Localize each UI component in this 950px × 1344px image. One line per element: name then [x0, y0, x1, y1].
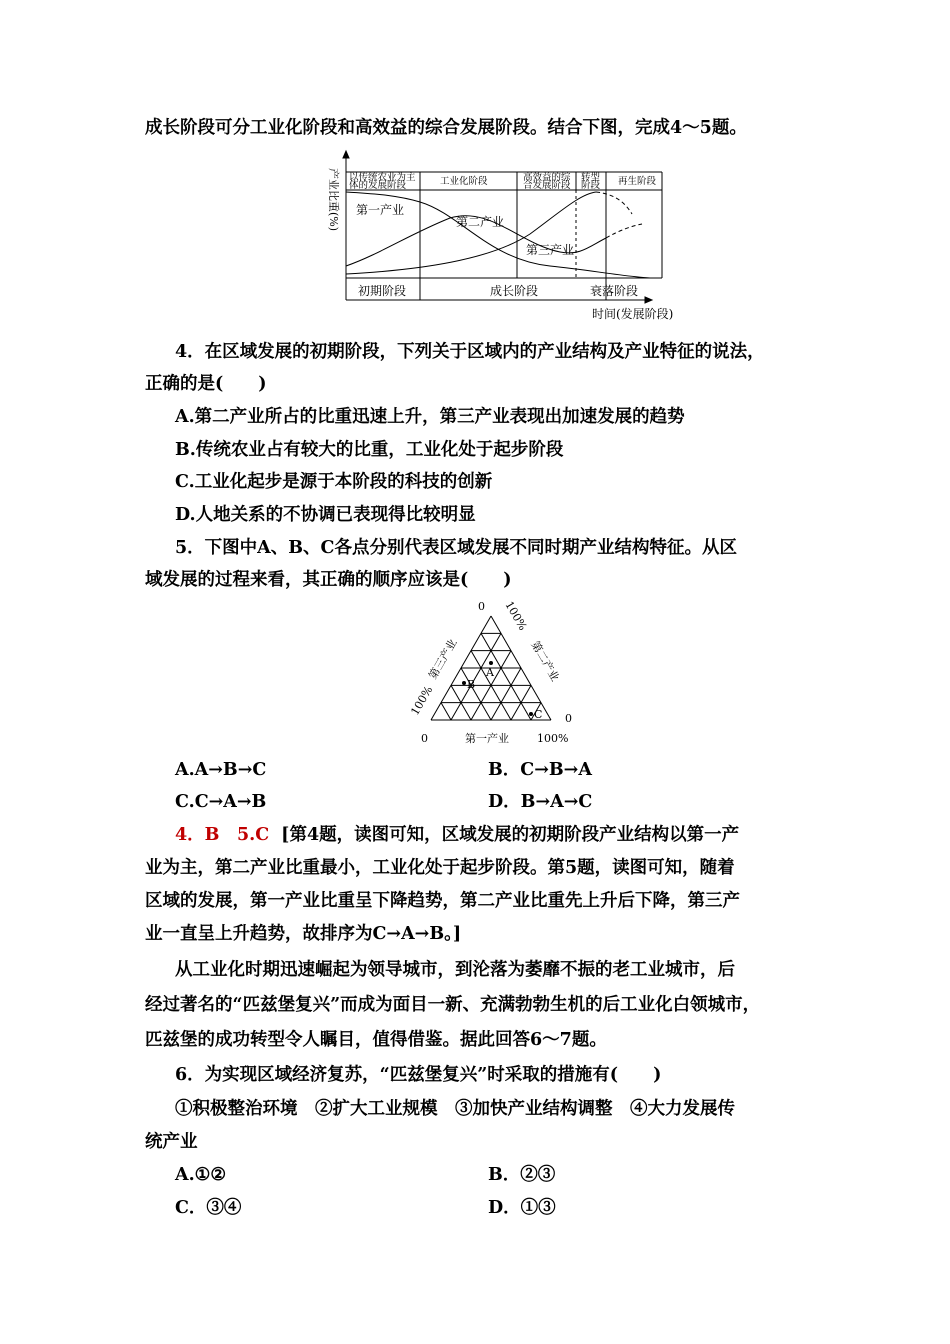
passage-line-2: 经过著名的“匹兹堡复兴”而成为面目一新、充满勃勃生机的后工业化白领城市， [145, 995, 761, 1015]
svg-text:高效益的综: 高效益的综 [523, 172, 571, 183]
q5-option-c[interactable]: C.C→A→B [175, 792, 267, 812]
point-c [529, 712, 533, 716]
svg-text:再生阶段: 再生阶段 [618, 176, 657, 187]
svg-text:阶段: 阶段 [581, 180, 601, 191]
q5-stem-2: 域发展的过程来看，其正确的顺序应该是( ) [145, 570, 512, 590]
svg-text:工业化阶段: 工业化阶段 [440, 176, 488, 187]
q4-stem-2: 正确的是( ) [145, 374, 267, 394]
answer-line-3: 区域的发展，第一产业比重呈下降趋势，第二产业比重先上升后下降，第三产 [145, 891, 740, 911]
svg-text:C: C [534, 708, 543, 721]
secondary-industry-dashed [606, 224, 642, 238]
svg-text:转型: 转型 [581, 172, 601, 183]
svg-text:100%: 100% [537, 732, 569, 745]
q4-option-b[interactable]: B.传统农业占有较大的比重，工业化处于起步阶段 [175, 440, 564, 460]
answer-key: 4．B 5.C [175, 825, 270, 845]
answer-line-4: 业一直呈上升趋势，故排序为C→A→B。] [145, 924, 462, 944]
q4-option-d[interactable]: D.人地关系的不协调已表现得比较明显 [175, 505, 476, 525]
svg-text:100%: 100% [502, 599, 530, 633]
intro-text: 成长阶段可分工业化阶段和高效益的综合发展阶段。结合下图，完成4～5题。 [145, 118, 747, 138]
q6-option-a[interactable]: A.①② [175, 1165, 227, 1185]
point-b [462, 681, 466, 685]
svg-text:产业比重(%): 产业比重(%) [327, 168, 340, 232]
q6-option-b[interactable]: B．②③ [488, 1165, 556, 1185]
q4-option-a[interactable]: A.第二产业所占的比重迅速上升，第三产业表现出加速发展的趋势 [175, 407, 685, 427]
svg-text:时间(发展阶段): 时间(发展阶段) [592, 307, 674, 321]
svg-text:B: B [467, 678, 476, 691]
svg-text:第二产业: 第二产业 [528, 639, 562, 684]
point-a [489, 661, 493, 665]
svg-text:0: 0 [478, 600, 485, 613]
ternary-grid-line [441, 703, 451, 720]
q6-items-1: ①积极整治环境 ②扩大工业规模 ③加快产业结构调整 ④大力发展传 [175, 1099, 735, 1119]
svg-text:第三产业: 第三产业 [426, 636, 460, 682]
q6-items-2: 统产业 [145, 1132, 198, 1152]
answer-line-1: 4．B 5.C [第4题，读图可知，区域发展的初期阶段产业结构以第一产 [175, 825, 740, 845]
q6-option-c[interactable]: C．③④ [175, 1198, 242, 1218]
svg-text:衰落阶段: 衰落阶段 [590, 284, 639, 298]
svg-text:第二产业: 第二产业 [456, 215, 505, 229]
svg-text:0: 0 [421, 732, 428, 745]
tertiary-industry-dashed [596, 192, 632, 214]
q5-stem-1: 5．下图中A、B、C各点分别代表区域发展不同时期产业结构特征。从区 [175, 538, 737, 558]
svg-text:第三产业: 第三产业 [526, 243, 575, 257]
svg-text:以传统农业为主: 以传统农业为主 [349, 172, 416, 183]
q5-option-d[interactable]: D．B→A→C [488, 792, 593, 812]
q6-stem: 6．为实现区域经济复苏，“匹兹堡复兴”时采取的措施有( ) [175, 1065, 662, 1085]
q4-stem-1: 4．在区域发展的初期阶段，下列关于区域内的产业结构及产业特征的说法， [175, 342, 765, 362]
svg-text:100%: 100% [408, 683, 436, 718]
answer-line-2: 业为主，第二产业比重最小，工业化处于起步阶段。第5题，读图可知，随着 [145, 858, 735, 878]
q5-option-b[interactable]: B．C→B→A [488, 760, 592, 780]
q6-option-d[interactable]: D．①③ [488, 1198, 556, 1218]
svg-text:第一产业: 第一产业 [465, 732, 509, 745]
svg-text:第一产业: 第一产业 [356, 203, 405, 217]
svg-text:初期阶段: 初期阶段 [358, 284, 407, 298]
svg-text:合发展阶段: 合发展阶段 [523, 180, 571, 191]
passage-line-3: 匹兹堡的成功转型令人瞩目，值得借鉴。据此回答6～7题。 [145, 1030, 607, 1050]
svg-text:体的发展阶段: 体的发展阶段 [349, 180, 407, 191]
q4-option-c[interactable]: C.工业化起步是源于本阶段的科技的创新 [175, 472, 493, 492]
svg-text:A: A [486, 666, 494, 679]
ternary-diagram [405, 596, 585, 748]
svg-text:0: 0 [565, 712, 572, 725]
svg-text:成长阶段: 成长阶段 [490, 284, 539, 298]
passage-line-1: 从工业化时期迅速崛起为领导城市，到沦落为萎靡不振的老工业城市，后 [175, 960, 735, 980]
industry-stage-chart [320, 150, 674, 325]
q5-option-a[interactable]: A.A→B→C [175, 760, 267, 780]
